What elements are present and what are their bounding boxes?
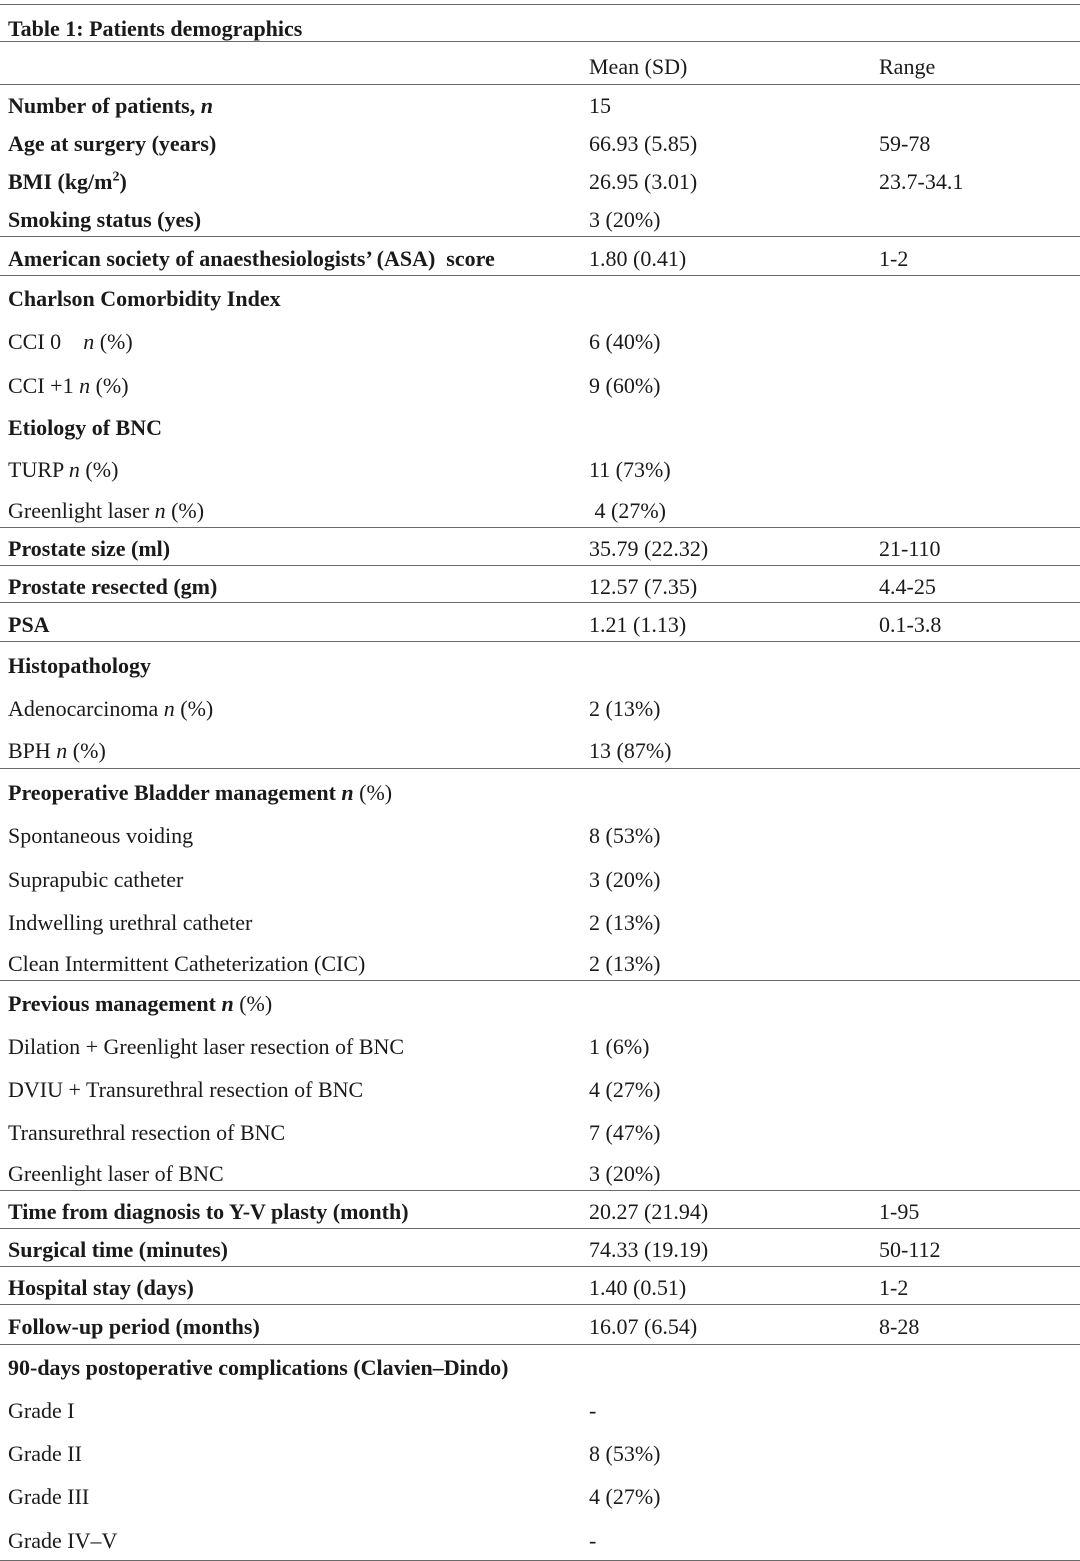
row-label <box>8 457 118 483</box>
row-label-part: n <box>200 93 213 118</box>
range-value: 59-78 <box>879 131 931 156</box>
row-label <box>8 738 106 764</box>
table-row <box>0 1430 1080 1473</box>
row-label-part: Adenocarcinoma <box>8 696 164 721</box>
mean-sd-value: 3 (20%) <box>589 867 661 892</box>
row-label <box>8 574 217 600</box>
row-label <box>8 1161 224 1187</box>
row-label <box>8 329 133 355</box>
mean-sd-value: 11 (73%) <box>589 457 671 482</box>
row-label-part: BMI (kg/m <box>8 169 113 194</box>
row-label-part: CCI 0 <box>8 329 84 354</box>
row-label-part: Previous management <box>8 991 222 1016</box>
row-label <box>8 991 272 1017</box>
table-row <box>0 1345 1080 1387</box>
table-row <box>0 1229 1080 1267</box>
row-label-part: n <box>154 498 166 523</box>
table-row <box>0 85 1080 123</box>
row-label-part: Indwelling urethral catheter <box>8 910 253 935</box>
table-row <box>0 1023 1080 1066</box>
row-label <box>8 93 213 119</box>
table-row <box>0 1387 1080 1430</box>
row-label <box>8 612 50 638</box>
row-label-part: Clean Intermittent Catheterization (CIC) <box>8 951 366 976</box>
row-label-part: n <box>341 780 354 805</box>
row-label <box>8 131 216 157</box>
table-row <box>0 812 1080 856</box>
mean-sd-value: 20.27 (21.94) <box>589 1199 709 1224</box>
table-row <box>0 528 1080 566</box>
table-row <box>0 566 1080 603</box>
row-label-part: Charlson Comorbidity Index <box>8 286 281 311</box>
mean-sd-value: 2 (13%) <box>589 910 661 935</box>
row-label-part: Suprapubic catheter <box>8 867 184 892</box>
mean-sd-value: 2 (13%) <box>589 951 661 976</box>
mean-sd-value: 4 (27%) <box>589 498 666 523</box>
row-label <box>8 169 127 195</box>
range-value: 1-2 <box>879 246 909 271</box>
row-label-part: PSA <box>8 612 50 637</box>
table-row <box>0 1066 1080 1110</box>
table-row <box>0 446 1080 490</box>
table-row <box>0 899 1080 942</box>
mean-sd-value: 1.80 (0.41) <box>589 246 687 271</box>
table-row <box>0 237 1080 276</box>
row-label <box>8 1120 285 1146</box>
row-label <box>8 246 495 272</box>
row-label-part: n <box>56 738 68 763</box>
mean-sd-value: 1 (6%) <box>589 1034 650 1059</box>
range-value: 23.7-34.1 <box>879 169 964 194</box>
table-row <box>0 1305 1080 1345</box>
row-label <box>8 415 162 441</box>
table-row <box>0 856 1080 899</box>
mean-sd-value: - <box>589 1528 597 1553</box>
mean-sd-value: 3 (20%) <box>589 1161 661 1186</box>
row-label-part: ) <box>119 169 127 194</box>
row-label-part: (%) <box>67 738 106 763</box>
range-value: 8-28 <box>879 1314 920 1339</box>
row-label-part: (%) <box>79 457 119 482</box>
row-label-part: Etiology of BNC <box>8 415 162 440</box>
mean-sd-value: 13 (87%) <box>589 738 672 763</box>
row-label <box>8 1484 89 1510</box>
row-label-part: Greenlight laser of BNC <box>8 1161 224 1186</box>
row-label-part: n <box>79 373 91 398</box>
table-row <box>0 318 1080 362</box>
table-row <box>0 405 1080 446</box>
table-row <box>0 942 1080 981</box>
row-label <box>8 1077 363 1103</box>
row-label-part: TURP <box>8 457 69 482</box>
row-label-part: Prostate resected (gm) <box>8 574 218 599</box>
range-value: 21-110 <box>879 536 941 561</box>
row-label-part: Follow-up period (months) <box>8 1314 260 1339</box>
row-label <box>8 1441 82 1467</box>
row-label-part: (%) <box>353 780 393 805</box>
range-value: 1-2 <box>879 1275 909 1300</box>
row-label <box>8 207 201 233</box>
table-row <box>0 1152 1080 1191</box>
row-label-part: Transurethral resection of BNC <box>8 1120 286 1145</box>
row-label-part: Histopathology <box>8 653 152 678</box>
row-label <box>8 1314 260 1340</box>
table-row <box>0 123 1080 161</box>
row-label-part: Dilation + Greenlight laser resection of BNC <box>8 1034 405 1059</box>
mean-sd-value: 8 (53%) <box>589 1441 661 1466</box>
row-label-part: Greenlight laser <box>8 498 155 523</box>
mean-sd-value: - <box>589 1398 597 1423</box>
mean-sd-value: 4 (27%) <box>589 1484 661 1509</box>
table-row <box>0 981 1080 1023</box>
table-row <box>0 1191 1080 1229</box>
row-label-part: (%) <box>233 991 273 1016</box>
mean-sd-value: 2 (13%) <box>589 696 661 721</box>
row-label <box>8 653 151 679</box>
table-row <box>0 1473 1080 1516</box>
table-row <box>0 490 1080 528</box>
table-row <box>0 603 1080 642</box>
mean-sd-value: 1.21 (1.13) <box>589 612 687 637</box>
mean-sd-value: 8 (53%) <box>589 823 661 848</box>
table-row <box>0 1516 1080 1561</box>
row-label-part: Smoking status (yes) <box>8 207 202 232</box>
row-label <box>8 823 193 849</box>
row-label-part: BPH <box>8 738 57 763</box>
row-label <box>8 373 129 399</box>
row-label-part: Prostate size (ml) <box>8 536 171 561</box>
row-label-part: Time from diagnosis to Y-V plasty (month) <box>8 1199 409 1224</box>
table-title: Table 1: Patients demographics <box>8 16 303 41</box>
row-label-part: CCI +1 <box>8 373 80 398</box>
row-label-part: Grade I <box>8 1398 75 1423</box>
row-label <box>8 498 204 524</box>
mean-sd-value: 16.07 (6.54) <box>589 1314 698 1339</box>
row-label <box>8 286 281 312</box>
header-range: Range <box>879 54 936 79</box>
mean-sd-value: 4 (27%) <box>589 1077 661 1102</box>
range-value: 0.1-3.8 <box>879 612 942 637</box>
table-row <box>0 686 1080 728</box>
row-label-part: n <box>68 457 80 482</box>
mean-sd-value: 12.57 (7.35) <box>589 574 698 599</box>
mean-sd-value: 7 (47%) <box>589 1120 661 1145</box>
row-label-part: Grade II <box>8 1441 82 1466</box>
row-label <box>8 1199 409 1225</box>
row-label-part: Grade III <box>8 1484 90 1509</box>
table-row <box>0 362 1080 405</box>
row-label-part: DVIU + Transurethral resection of BNC <box>8 1077 364 1102</box>
row-label <box>8 1034 404 1060</box>
row-label-part: Grade IV–V <box>8 1528 118 1553</box>
row-label-part: 2 <box>112 169 120 185</box>
mean-sd-value: 6 (40%) <box>589 329 661 354</box>
row-label-part: Number of patients, <box>8 93 201 118</box>
row-label-part: n <box>83 329 95 354</box>
row-label-part: (%) <box>174 696 214 721</box>
row-label <box>8 536 170 562</box>
mean-sd-value: 66.93 (5.85) <box>589 131 698 156</box>
row-label-part: Hospital stay (days) <box>8 1275 194 1300</box>
mean-sd-value: 9 (60%) <box>589 373 661 398</box>
table-title-row <box>0 4 1080 42</box>
range-value: 4.4-25 <box>879 574 936 599</box>
row-label-part: n <box>221 991 234 1016</box>
row-label-part: American society of anaesthesiologists’ (ASA) score <box>8 246 495 271</box>
table-row <box>0 1267 1080 1305</box>
row-label <box>8 1398 75 1424</box>
table-row <box>0 1110 1080 1152</box>
row-label-part: n <box>163 696 175 721</box>
row-label <box>8 1275 194 1301</box>
row-label <box>8 780 392 806</box>
table-header-row <box>0 42 1080 85</box>
table-row <box>0 769 1080 812</box>
row-label-part: (%) <box>165 498 205 523</box>
row-label-part: Preoperative Bladder management <box>8 780 342 805</box>
row-label <box>8 696 213 722</box>
row-label-part: (%) <box>90 373 129 398</box>
range-value: 1-95 <box>879 1199 920 1224</box>
mean-sd-value: 1.40 (0.51) <box>589 1275 687 1300</box>
mean-sd-value: 35.79 (22.32) <box>589 536 709 561</box>
table-row <box>0 642 1080 686</box>
range-value: 50-112 <box>879 1237 941 1262</box>
mean-sd-value: 3 (20%) <box>589 207 661 232</box>
mean-sd-value: 15 <box>589 93 611 118</box>
row-label <box>8 1237 228 1263</box>
row-label <box>8 1355 509 1381</box>
table-row <box>0 276 1080 318</box>
row-label <box>8 951 365 977</box>
row-label <box>8 910 252 936</box>
mean-sd-value: 74.33 (19.19) <box>589 1237 709 1262</box>
table-row <box>0 161 1080 199</box>
row-label-part: Surgical time (minutes) <box>8 1237 228 1262</box>
mean-sd-value: 26.95 (3.01) <box>589 169 698 194</box>
row-label-part: Spontaneous voiding <box>8 823 194 848</box>
row-label-part: 90-days postoperative complications (Clavien–Dindo) <box>8 1355 509 1380</box>
table-row <box>0 728 1080 769</box>
table-row <box>0 199 1080 237</box>
row-label-part: (%) <box>94 329 133 354</box>
row-label <box>8 1528 117 1554</box>
header-mean-sd: Mean (SD) <box>589 54 688 79</box>
row-label <box>8 867 183 893</box>
row-label-part: Age at surgery (years) <box>8 131 217 156</box>
